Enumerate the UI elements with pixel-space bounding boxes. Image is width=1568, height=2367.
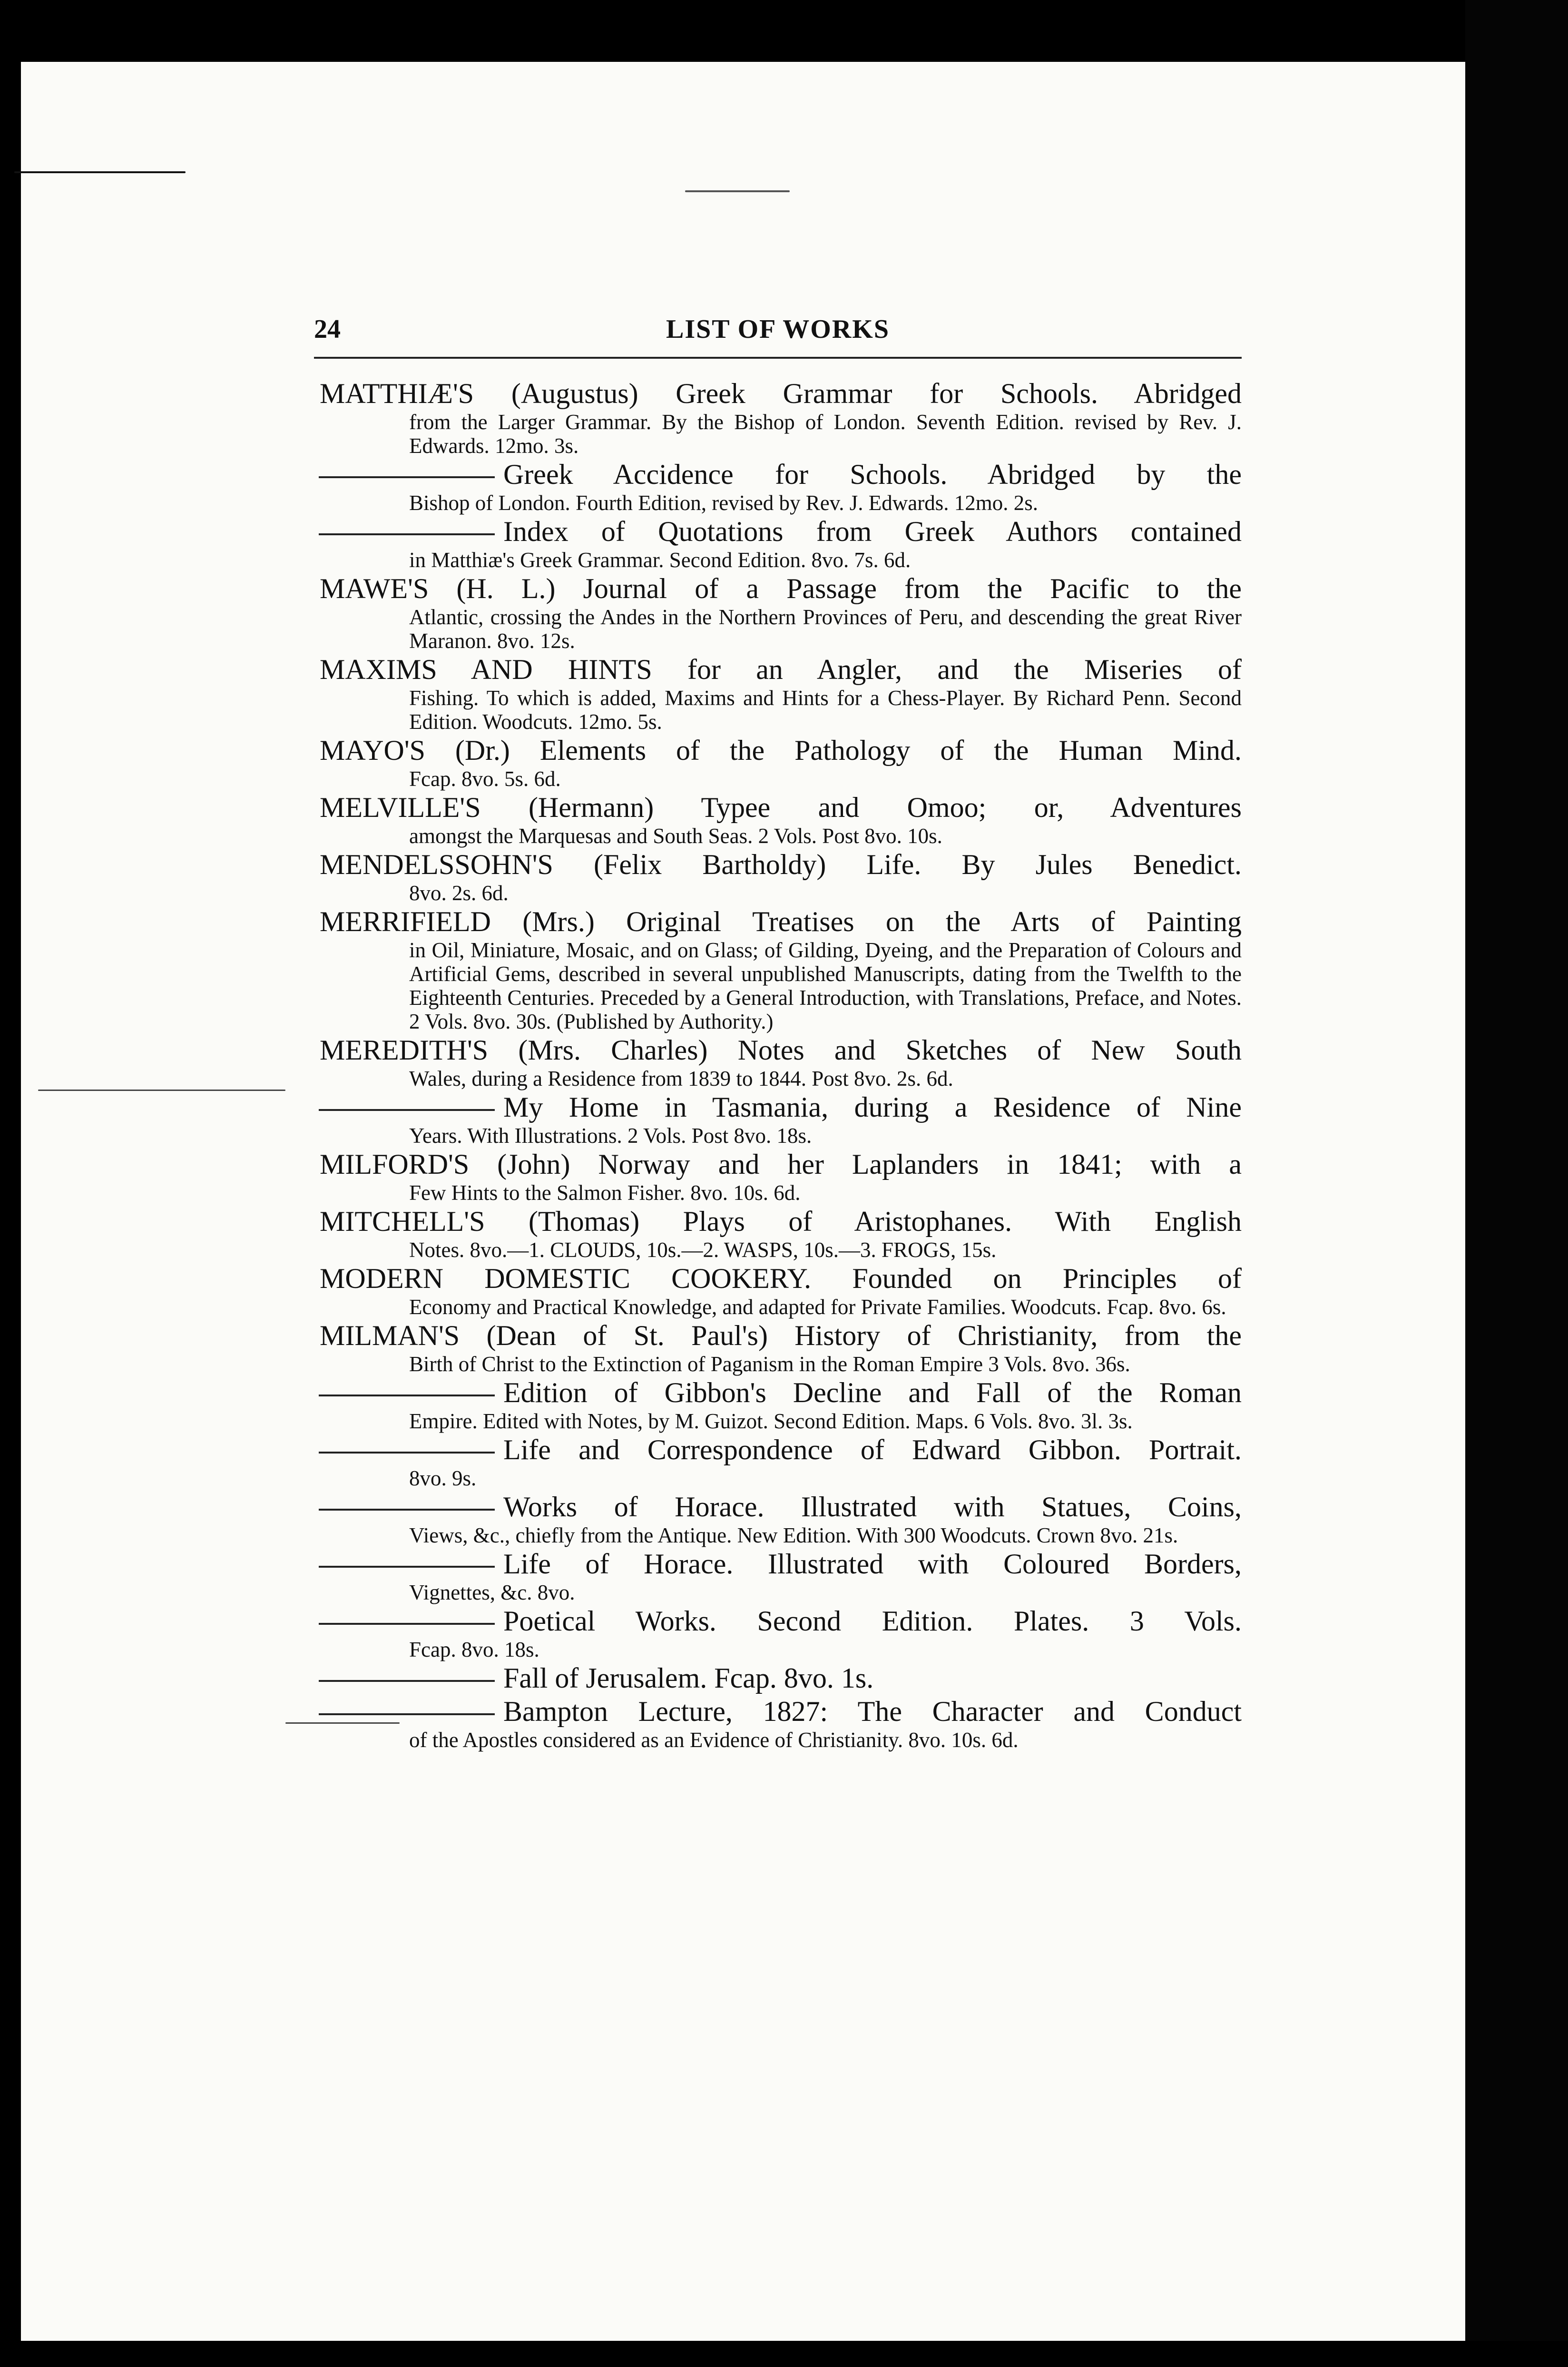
entry-lead: MENDELSSOHN'S (Felix Bartholdy) Life. By Jules Benedict. bbox=[320, 849, 1242, 880]
scan-mark bbox=[685, 190, 790, 192]
catalog-entry bbox=[314, 1661, 1242, 1695]
ditto-rule bbox=[319, 1509, 495, 1511]
entry-lead-text: Bampton Lecture, 1827: The Character and Conduct bbox=[503, 1696, 1242, 1727]
running-head: LIST OF WORKS bbox=[666, 314, 890, 344]
entry-lead-text: Life and Correspondence of Edward Gibbon. Portrait. bbox=[503, 1434, 1242, 1465]
entry-lead-text: My Home in Tasmania, during a Residence of Nine bbox=[503, 1091, 1242, 1123]
scan-mark bbox=[285, 1722, 400, 1724]
entry-detail: from the Larger Grammar. By the Bishop of London. Seventh Edition. revised by Rev. J. Edwards. 12mo. 3s. bbox=[409, 410, 1242, 458]
entry-lead: MAWE'S (H. L.) Journal of a Passage from the Pacific to the bbox=[320, 573, 1242, 604]
entry-detail: Vignettes, &c. 8vo. bbox=[409, 1581, 575, 1604]
entry-detail: Atlantic, crossing the Andes in the Northern Provinces of Peru, and descending the great River Maranon. 8vo. 12s. bbox=[409, 605, 1242, 653]
entry-lead: MERRIFIELD (Mrs.) Original Treatises on the Arts of Painting bbox=[320, 906, 1242, 937]
scan-border-bottom bbox=[0, 2341, 1568, 2367]
entry-lead: MEREDITH'S (Mrs. Charles) Notes and Sketches of New South bbox=[320, 1034, 1242, 1066]
catalog-entry bbox=[314, 572, 1242, 653]
catalog-entry bbox=[314, 1695, 1242, 1752]
entry-lead: MODERN DOMESTIC COOKERY. Founded on Principles of bbox=[320, 1263, 1242, 1294]
catalog-entry bbox=[314, 1319, 1242, 1376]
entry-detail: amongst the Marquesas and South Seas. 2 Vols. Post 8vo. 10s. bbox=[409, 824, 942, 848]
entry-lead-text: Index of Quotations from Greek Authors contained bbox=[503, 516, 1242, 547]
entry-lead-text: Poetical Works. Second Edition. Plates. 3 Vols. bbox=[503, 1605, 1242, 1637]
entry-detail: Wales, during a Residence from 1839 to 1844. Post 8vo. 2s. 6d. bbox=[409, 1067, 953, 1090]
catalog-entry bbox=[314, 1490, 1242, 1547]
catalog-entry bbox=[314, 1433, 1242, 1490]
entry-detail: Economy and Practical Knowledge, and adapted for Private Families. Woodcuts. Fcap. 8vo. 6s. bbox=[409, 1295, 1226, 1319]
catalog-entry bbox=[314, 653, 1242, 734]
entry-detail: Bishop of London. Fourth Edition, revised by Rev. J. Edwards. 12mo. 2s. bbox=[409, 491, 1039, 515]
scan-mark bbox=[38, 1090, 285, 1091]
scan-border-right bbox=[1465, 0, 1568, 2367]
catalog-entry bbox=[314, 848, 1242, 905]
entry-lead: MELVILLE'S (Hermann) Typee and Omoo; or, Adventures bbox=[320, 792, 1242, 823]
entry-lead bbox=[319, 1376, 1242, 1409]
scan-border-top bbox=[0, 0, 1568, 62]
catalog-entry bbox=[314, 905, 1242, 1033]
entry-lead bbox=[319, 1547, 1242, 1581]
entry-lead bbox=[319, 1604, 1242, 1638]
entry-detail: Fcap. 8vo. 18s. bbox=[409, 1638, 539, 1661]
entry-lead-text: Fall of Jerusalem. Fcap. 8vo. 1s. bbox=[503, 1662, 874, 1694]
entry-lead bbox=[319, 515, 1242, 548]
entry-detail: Years. With Illustrations. 2 Vols. Post 8vo. 18s. bbox=[409, 1124, 812, 1148]
entry-lead-text: Life of Horace. Illustrated with Coloured Borders, bbox=[503, 1548, 1242, 1580]
ditto-rule bbox=[319, 1713, 495, 1715]
catalog-entry bbox=[314, 734, 1242, 791]
entry-lead: MILMAN'S (Dean of St. Paul's) History of Christianity, from the bbox=[320, 1320, 1242, 1351]
entry-lead bbox=[319, 1490, 1242, 1523]
catalog-entry bbox=[314, 377, 1242, 458]
page-content bbox=[314, 314, 1242, 1752]
entry-detail: Empire. Edited with Notes, by M. Guizot. Second Edition. Maps. 6 Vols. 8vo. 3l. 3s. bbox=[409, 1409, 1133, 1433]
page-header bbox=[314, 314, 1242, 359]
entry-lead: MITCHELL'S (Thomas) Plays of Aristophanes. With English bbox=[320, 1206, 1242, 1237]
scan-mark bbox=[14, 171, 186, 173]
catalog-entry bbox=[314, 1376, 1242, 1433]
entry-detail: in Oil, Miniature, Mosaic, and on Glass; of Gilding, Dyeing, and the Preparation of Colours and Artificial Gems, described in several unpublished Manuscripts, dating from the Twelfth to the Eighteenth Centuries. Preceded by a General Introduction, with Translations, Preface, and Notes. 2 Vols. 8vo. 30s. (Published by Authority.) bbox=[409, 938, 1242, 1033]
entry-detail: Notes. 8vo.—1. CLOUDS, 10s.—2. WASPS, 10s.—3. FROGS, 15s. bbox=[409, 1238, 997, 1262]
entry-lead-text: Greek Accidence for Schools. Abridged by the bbox=[503, 459, 1242, 490]
ditto-rule bbox=[319, 533, 495, 535]
entry-detail: in Matthiæ's Greek Grammar. Second Edition. 8vo. 7s. 6d. bbox=[409, 548, 911, 572]
ditto-rule bbox=[319, 1109, 495, 1111]
entry-detail: Fcap. 8vo. 5s. 6d. bbox=[409, 767, 561, 791]
catalog-entry bbox=[314, 1205, 1242, 1262]
catalog-entry bbox=[314, 1262, 1242, 1319]
catalog-entry bbox=[314, 1604, 1242, 1661]
entry-detail: Few Hints to the Salmon Fisher. 8vo. 10s. 6d. bbox=[409, 1181, 801, 1205]
entry-lead-text: Edition of Gibbon's Decline and Fall of the Roman bbox=[503, 1377, 1242, 1408]
catalog-entry bbox=[314, 515, 1242, 572]
catalog-entry bbox=[314, 1547, 1242, 1604]
entry-lead bbox=[319, 1090, 1242, 1124]
ditto-rule bbox=[319, 476, 495, 478]
ditto-rule bbox=[319, 1395, 495, 1396]
entry-lead: MAYO'S (Dr.) Elements of the Pathology of the Human Mind. bbox=[320, 735, 1242, 766]
entry-lead bbox=[319, 458, 1242, 491]
entry-lead bbox=[319, 1695, 1242, 1728]
entry-detail: Fishing. To which is added, Maxims and Hints for a Chess-Player. By Richard Penn. Second Edition. Woodcuts. 12mo. 5s. bbox=[409, 686, 1242, 734]
ditto-rule bbox=[319, 1452, 495, 1454]
catalog-entry bbox=[314, 458, 1242, 515]
entry-detail: Views, &c., chiefly from the Antique. New Edition. With 300 Woodcuts. Crown 8vo. 21s. bbox=[409, 1523, 1178, 1547]
entry-detail: 8vo. 9s. bbox=[409, 1466, 477, 1490]
catalog-entry bbox=[314, 791, 1242, 848]
catalog-entry bbox=[314, 1090, 1242, 1148]
entry-detail: Birth of Christ to the Extinction of Paganism in the Roman Empire 3 Vols. 8vo. 36s. bbox=[409, 1352, 1130, 1376]
catalog-entry bbox=[314, 1148, 1242, 1205]
entry-lead: MAXIMS AND HINTS for an Angler, and the Miseries of bbox=[320, 654, 1242, 685]
catalog-entry bbox=[314, 1033, 1242, 1090]
entry-lead-text: Works of Horace. Illustrated with Statues, Coins, bbox=[503, 1491, 1242, 1522]
ditto-rule bbox=[319, 1623, 495, 1625]
entry-lead bbox=[319, 1661, 1242, 1695]
page-number: 24 bbox=[314, 314, 341, 344]
ditto-rule bbox=[319, 1566, 495, 1568]
entry-detail: 8vo. 2s. 6d. bbox=[409, 881, 509, 905]
entry-lead bbox=[319, 1433, 1242, 1466]
ditto-rule bbox=[319, 1680, 495, 1682]
entry-detail: of the Apostles considered as an Evidence of Christianity. 8vo. 10s. 6d. bbox=[409, 1728, 1019, 1752]
entry-lead: MATTHIÆ'S (Augustus) Greek Grammar for Schools. Abridged bbox=[320, 378, 1242, 409]
entry-lead: MILFORD'S (John) Norway and her Laplanders in 1841; with a bbox=[320, 1149, 1242, 1180]
